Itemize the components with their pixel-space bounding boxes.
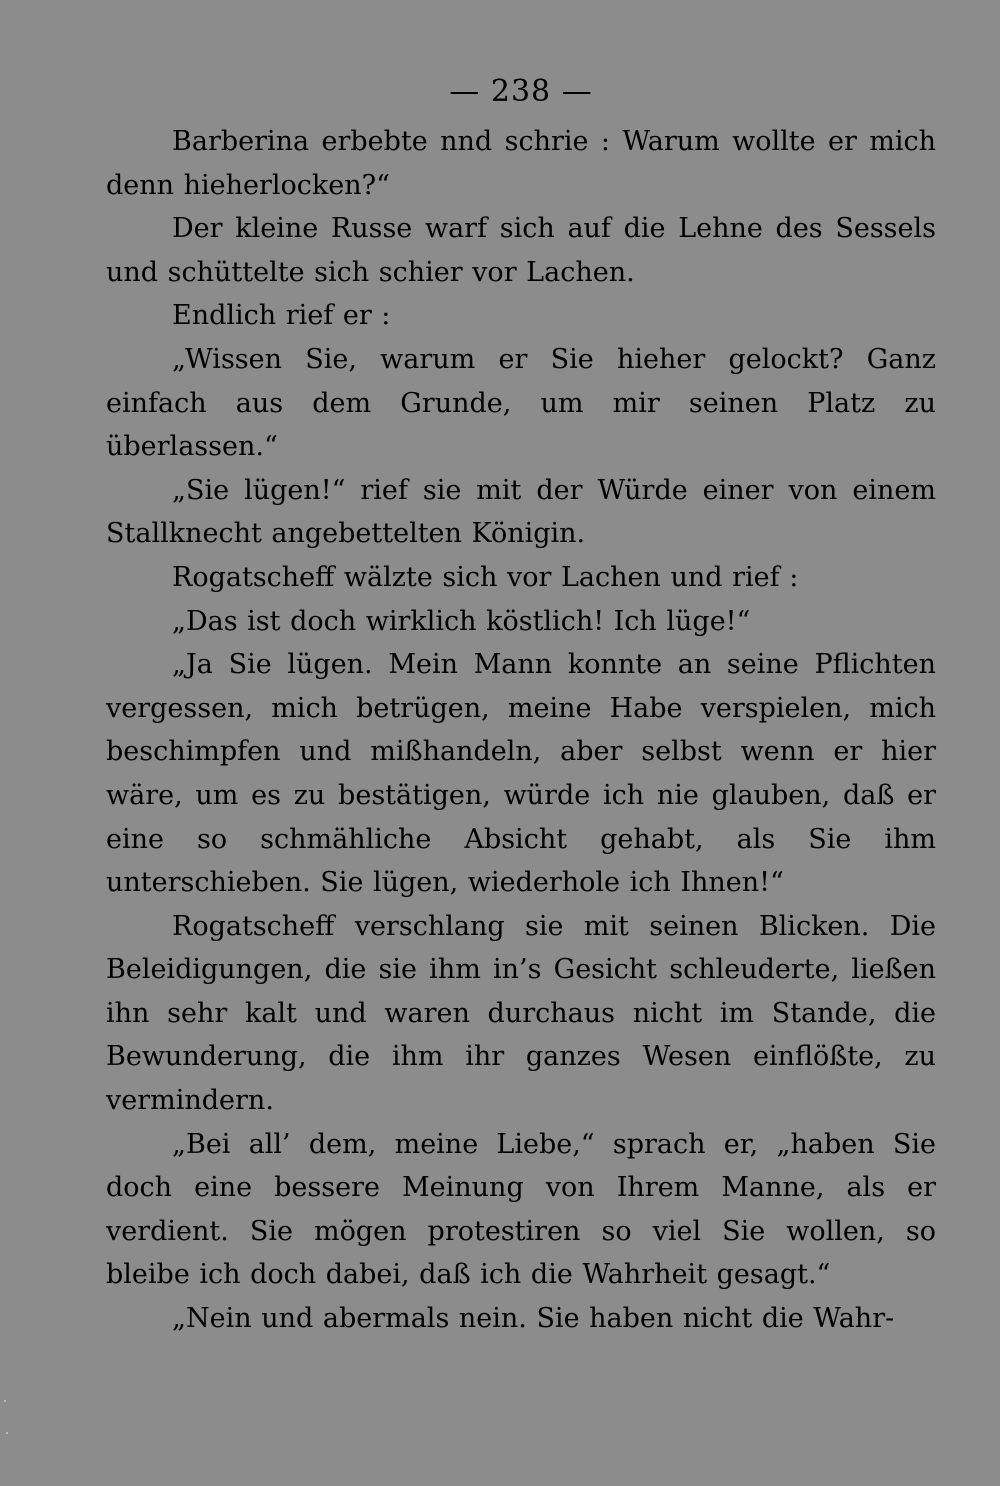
paragraph-8: „Ja Sie lügen. Mein Mann konnte an seine Pflichten vergessen, mich betrügen, meine Habe verspielen, mich beschimpfen und mißhandeln, aber selbst wenn er hier wäre, um es zu bestätigen, würde ich nie glauben, daß er eine so schmähliche Absicht gehabt, als Sie ihm unterschieben. Sie lügen, wiederhole ich Ihnen!“ [106, 649, 936, 899]
book-page [106, 70, 936, 1450]
page-number: — 238 — [449, 74, 593, 109]
paragraph-4: „Wissen Sie, warum er Sie hieher gelockt? Ganz einfach aus dem Grunde, um mir seinen Platz zu überlassen.“ [106, 343, 936, 463]
scan-speckles [0, 1380, 20, 1460]
paragraph-6: Rogatscheff wälzte sich vor Lachen und rief : [172, 561, 799, 593]
paragraph-10: „Bei all’ dem, meine Liebe,“ sprach er, „haben Sie doch eine bessere Meinung von Ihrem Manne, als er verdient. Sie mögen protestiren so viel Sie wollen, so bleibe ich doch dabei, daß ich die Wahrheit gesagt.“ [106, 1128, 936, 1291]
paragraph-5: „Sie lügen!“ rief sie mit der Würde einer von einem Stallknecht angebettelten Königin. [106, 474, 936, 550]
paragraph-1: Barberina erbebte nnd schrie : Warum wollte er mich denn hieherlocken?“ [106, 126, 936, 201]
paragraph-9: Rogatscheff verschlang sie mit seinen Blicken. Die Beleidigungen, die sie ihm in’s Gesicht schleuderte, ließen ihn sehr kalt und waren durchaus nicht im Stande, die Bewunderung, die ihm ihr ganzes Wesen einflößte, zu vermindern. [106, 910, 936, 1117]
paragraph-7: „Das ist doch wirklich köstlich! Ich lüge!“ [172, 605, 751, 637]
paragraph-3: Endlich rief er : [172, 300, 391, 332]
paragraph-2: Der kleine Russe warf sich auf die Lehne des Sessels und schüttelte sich schier vor Lachen. [106, 213, 936, 288]
scan-speckle [6, 1432, 8, 1434]
page-body-text [106, 120, 936, 1341]
paragraph-11: „Nein und abermals nein. Sie haben nicht die Wahr- [172, 1303, 895, 1335]
scan-speckle [4, 1400, 6, 1402]
